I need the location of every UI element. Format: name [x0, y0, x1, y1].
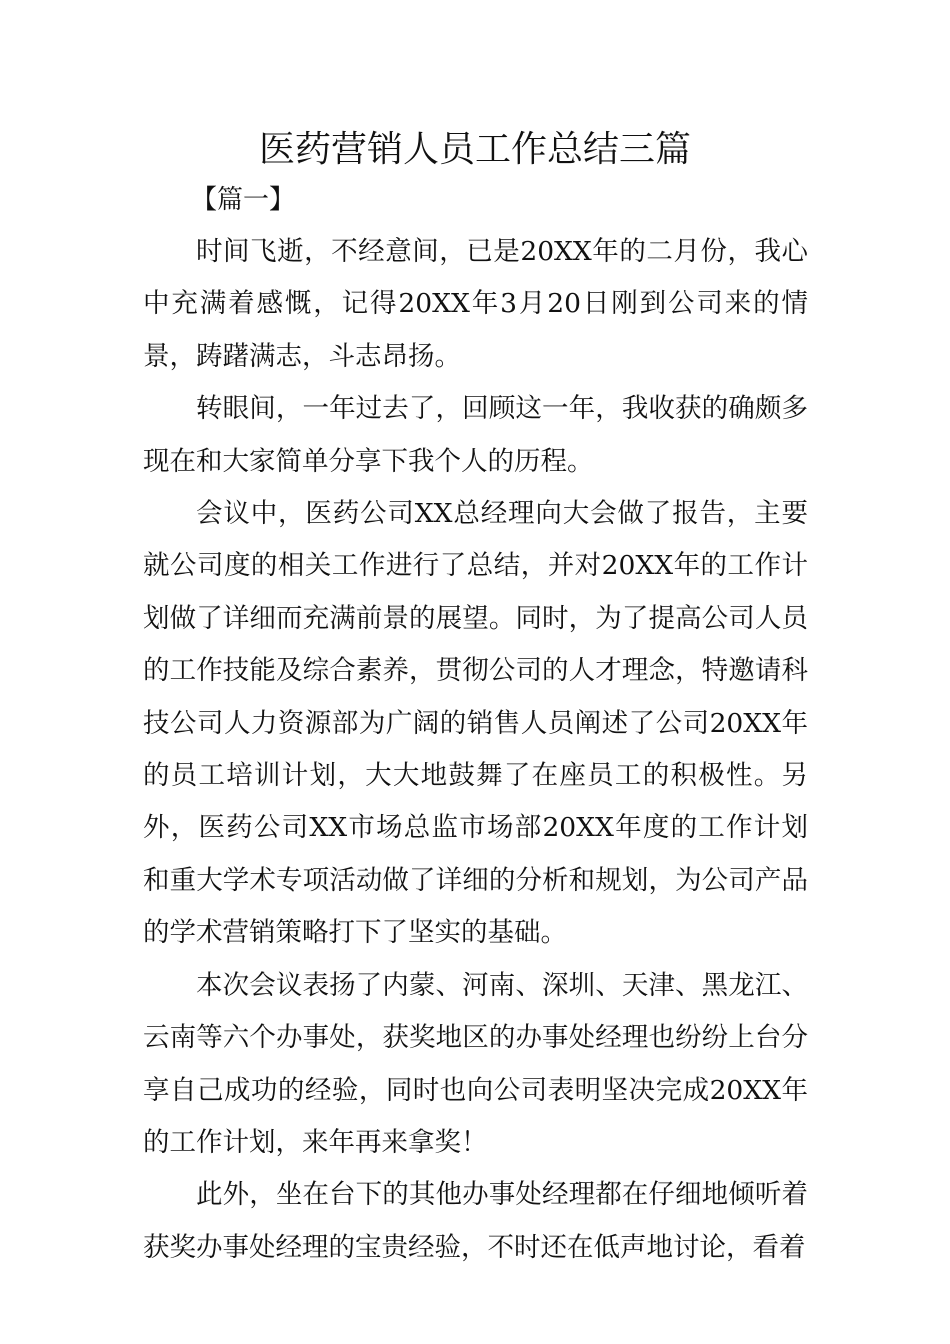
paragraph-3: 会议中，医药公司XX总经理向大会做了报告，主要就公司度的相关工作进行了总结，并对20XX年的工作计划做了详细而充满前景的展望。同时，为了提高公司人员的工作技能及综合素养，贯彻公司的人才理念，特邀请科技公司人力资源部为广阔的销售人员阐述了公司20XX年的员工培训计划，大大地鼓舞了在座员工的积极性。另外，医药公司XX市场总监市场部20XX年度的工作计划和重大学术专项活动做了详细的分析和规划，为公司产品的学术营销策略打下了坚实的基础。 [143, 498, 808, 949]
document-title: 医药营销人员工作总结三篇 [258, 129, 691, 170]
paragraph-2: 转眼间，一年过去了，回顾这一年，我收获的确颇多现在和大家简单分享下我个人的历程。 [143, 393, 808, 477]
paragraph-5: 此外，坐在台下的其他办事处经理都在仔细地倾听着获奖办事处经理的宝贵经验，不时还在低声地讨论，看着 [143, 1179, 808, 1263]
section-label: 【篇一】 [191, 185, 296, 215]
paragraph-1: 时间飞逝，不经意间，已是20XX年的二月份，我心中充满着感慨，记得20XX年3月20日刚到公司来的情景，踌躇满志，斗志昂扬。 [143, 236, 808, 372]
document-body [143, 226, 808, 1274]
paragraph-4: 本次会议表扬了内蒙、河南、深圳、天津、黑龙江、云南等六个办事处，获奖地区的办事处经理也纷纷上台分享自己成功的经验，同时也向公司表明坚决完成20XX年的工作计划，来年再来拿奖！ [143, 969, 808, 1158]
